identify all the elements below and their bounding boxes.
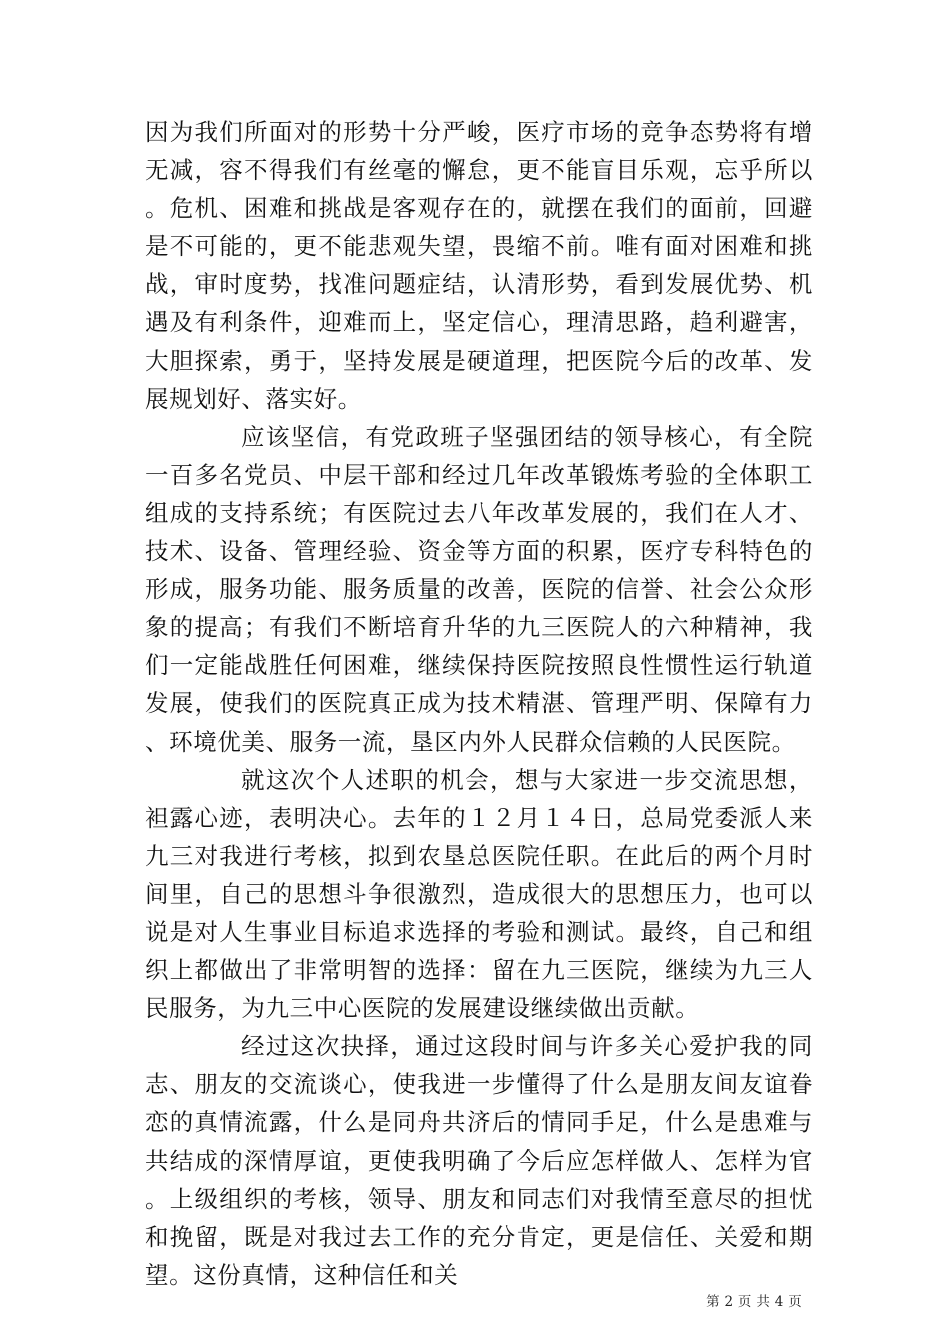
paragraph: 经过这次抉择，通过这段时间与许多关心爱护我的同志、朋友的交流谈心，使我进一步懂得了什么是朋友间友谊眷恋的真情流露，什么是同舟共济后的情同手足，什么是患难与共结成的深情厚谊，更使我明确了今后应怎样做人、怎样为官。上级组织的考核，领导、朋友和同志们对我情至意尽的担忧和挽留，既是对我过去工作的充分肯定，更是信任、关爱和期望。这份真情，这种信任和关 [145, 1032, 813, 1289]
paragraph: 就这次个人述职的机会，想与大家进一步交流思想，袒露心迹，表明决心。去年的１２月１４日，总局党委派人来九三对我进行考核，拟到农垦总医院任职。在此后的两个月时间里，自己的思想斗争很激烈，造成很大的思想压力，也可以说是对人生事业目标追求选择的考验和测试。最终，自己和组织上都做出了非常明智的选择：留在九三医院，继续为九三人民服务，为九三中心医院的发展建设继续做出贡献。 [145, 765, 813, 1023]
page-number-footer: 第 2 页 共 4 页 [706, 1294, 802, 1310]
document-body [145, 113, 813, 1294]
paragraph: 应该坚信，有党政班子坚强团结的领导核心，有全院一百多名党员、中层干部和经过几年改革锻炼考验的全体职工组成的支持系统；有医院过去八年改革发展的，我们在人才、技术、设备、管理经验、资金等方面的积累，医疗专科特色的形成，服务功能、服务质量的改善，医院的信誉、社会公众形象的提高；有我们不断培育升华的九三医院人的六种精神，我们一定能战胜任何困难，继续保持医院按照良性惯性运行轨道发展，使我们的医院真正成为技术精湛、管理严明、保障有力、环境优美、服务一流，垦区内外人民群众信赖的人民医院。 [145, 422, 813, 756]
paragraph: 因为我们所面对的形势十分严峻，医疗市场的竞争态势将有增无减，容不得我们有丝毫的懈怠，更不能盲目乐观，忘乎所以。危机、困难和挑战是客观存在的，就摆在我们的面前，回避是不可能的，更不能悲观失望，畏缩不前。唯有面对困难和挑战，审时度势，找准问题症结，认清形势，看到发展优势、机遇及有利条件，迎难而上，坚定信心，理清思路，趋利避害，大胆探索，勇于，坚持发展是硬道理，把医院今后的改革、发展规划好、落实好。 [145, 118, 813, 413]
